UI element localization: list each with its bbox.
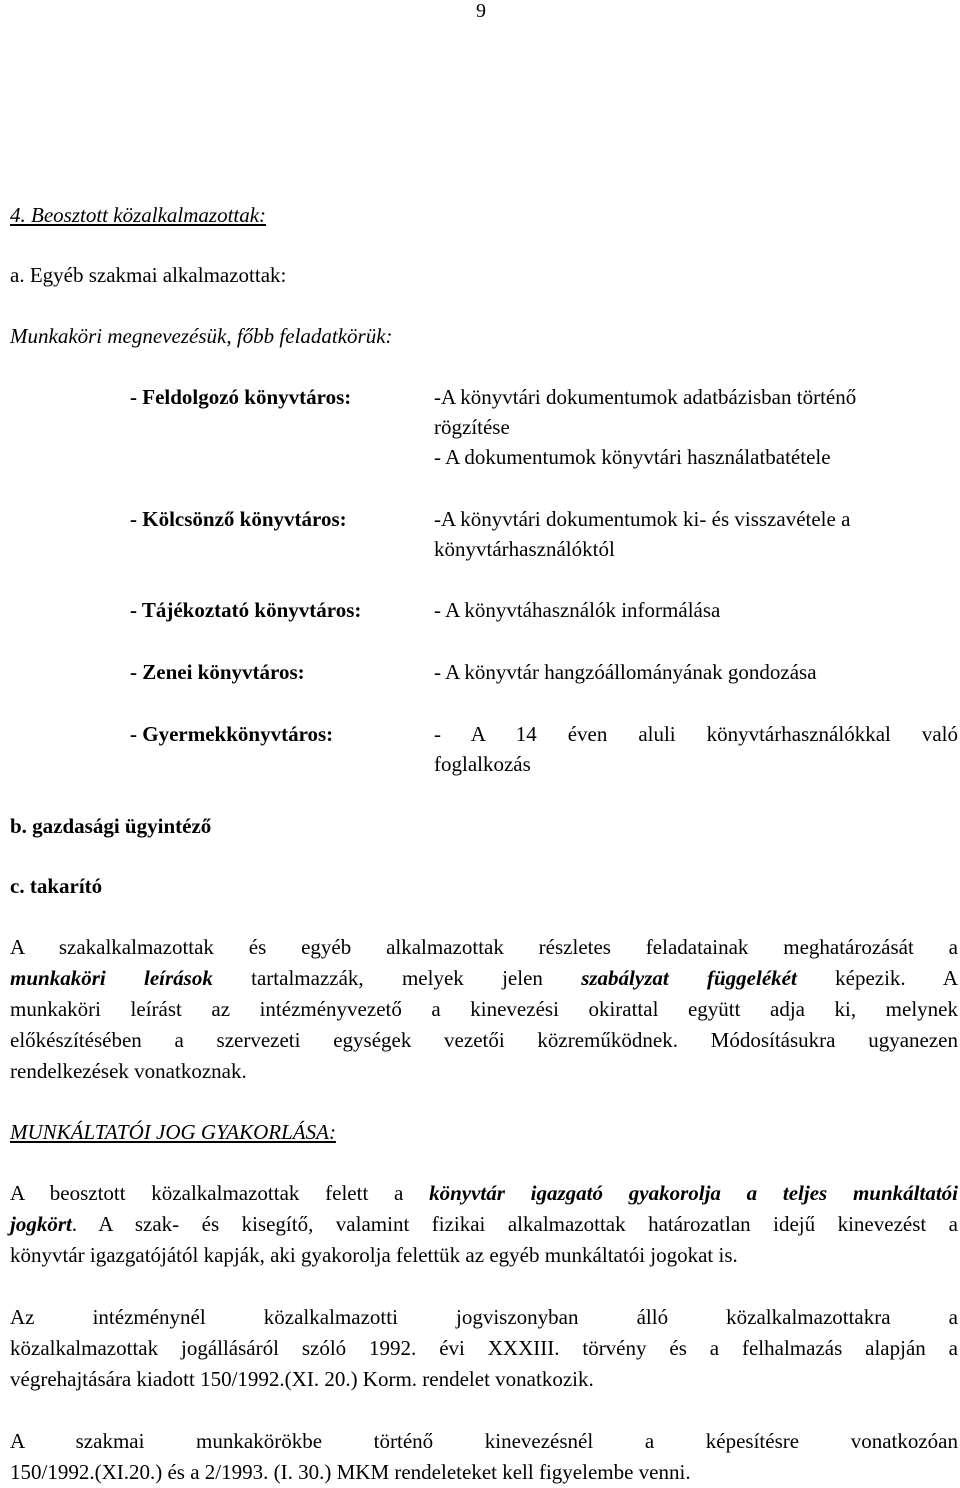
role-desc-line: - A dokumentumok könyvtári használatbatétele <box>434 445 831 469</box>
role-desc-line: könyvtárhasználóktól <box>434 537 615 561</box>
role-label-tajekoztato: - Tájékoztató könyvtáros: <box>130 598 362 622</box>
paragraph-text: tartalmazzák, melyek jelen <box>212 966 582 990</box>
role-desc-line: foglalkozás <box>434 752 531 776</box>
paragraph-line: rendelkezések vonatkoznak. <box>10 1059 247 1083</box>
role-desc-line: - A könyvtár hangzóállományának gondozása <box>434 660 817 684</box>
emphasis-text: jogkört <box>10 1212 72 1236</box>
subsection-b-title: b. gazdasági ügyintéző <box>10 814 212 838</box>
paragraph-line: A szakalkalmazottak és egyéb alkalmazottak részletes feladatainak meghatározását a <box>10 935 958 959</box>
paragraph-line: előkészítésében a szervezeti egységek vezetői közreműködnek. Módosításukra ugyanezen <box>10 1028 958 1052</box>
paragraph-text: A beosztott közalkalmazottak felett a <box>10 1181 430 1205</box>
paragraph-line: munkaköri leírást az intézményvezető a kinevezési okirattal együtt adja ki, melynek <box>10 997 958 1021</box>
emphasis-text: szabályzat függelékét <box>581 966 797 990</box>
paragraph-employer-rights <box>10 1178 958 1271</box>
page-number: 9 <box>476 0 486 22</box>
role-desc-line: -A könyvtári dokumentumok adatbázisban történő <box>434 385 857 409</box>
paragraph-line: könyvtár igazgatójától kapják, aki gyakorolja felettük az egyéb munkáltatói jogokat is. <box>10 1243 738 1267</box>
paragraph-line <box>10 1209 958 1240</box>
paragraph-line: Az intézménynél közalkalmazotti jogviszonyban álló közalkalmazottakra a <box>10 1305 958 1329</box>
role-desc-line: -A könyvtári dokumentumok ki- és visszavétele a <box>434 507 851 531</box>
paragraph-qualifications <box>10 1426 958 1488</box>
paragraph-line: 150/1992.(XI.20.) és a 2/1993. (I. 30.) MKM rendeleteket kell figyelembe venni. <box>10 1460 691 1484</box>
role-label-zenei: - Zenei könyvtáros: <box>130 660 305 684</box>
paragraph-text: képezik. A <box>796 966 958 990</box>
role-label-kolcsonzo: - Kölcsönző könyvtáros: <box>130 507 347 531</box>
paragraph-line <box>10 1178 958 1209</box>
role-desc-line: - A 14 éven aluli könyvtárhasználókkal való <box>434 722 958 746</box>
section-title: 4. Beosztott közalkalmazottak: <box>10 203 267 227</box>
emphasis-text: könyvtár igazgató gyakorolja a teljes munkáltatói <box>429 1181 958 1205</box>
paragraph-line <box>10 963 958 994</box>
employer-rights-heading: MUNKÁLTATÓI JOG GYAKORLÁSA: <box>10 1120 336 1144</box>
role-label-feldolgozo: - Feldolgozó könyvtáros: <box>130 385 352 409</box>
subsection-c-title: c. takarító <box>10 874 103 898</box>
paragraph-line: közalkalmazottak jogállásáról szóló 1992. évi XXXIII. törvény és a felhalmazás alapján a <box>10 1336 958 1360</box>
role-desc-line: - A könyvtáhasználók informálása <box>434 598 721 622</box>
roles-intro: Munkaköri megnevezésük, főbb feladatkörük: <box>10 324 393 348</box>
paragraph-line: végrehajtására kiadott 150/1992.(XI. 20.) Korm. rendelet vonatkozik. <box>10 1367 594 1391</box>
role-desc-line: rögzítése <box>434 415 510 439</box>
paragraph-legal-status <box>10 1302 958 1395</box>
subsection-a-title: a. Egyéb szakmai alkalmazottak: <box>10 263 287 287</box>
paragraph-text: . A szak- és kisegítő, valamint fizikai alkalmazottak határozatlan idejű kinevezést a <box>71 1212 958 1236</box>
paragraph-line: A szakmai munkakörökbe történő kinevezésnél a képesítésre vonatkozóan <box>10 1429 958 1453</box>
paragraph-job-descriptions <box>10 932 958 1087</box>
emphasis-text: munkaköri leírások <box>10 966 213 990</box>
role-label-gyermek: - Gyermekkönyvtáros: <box>130 722 334 746</box>
